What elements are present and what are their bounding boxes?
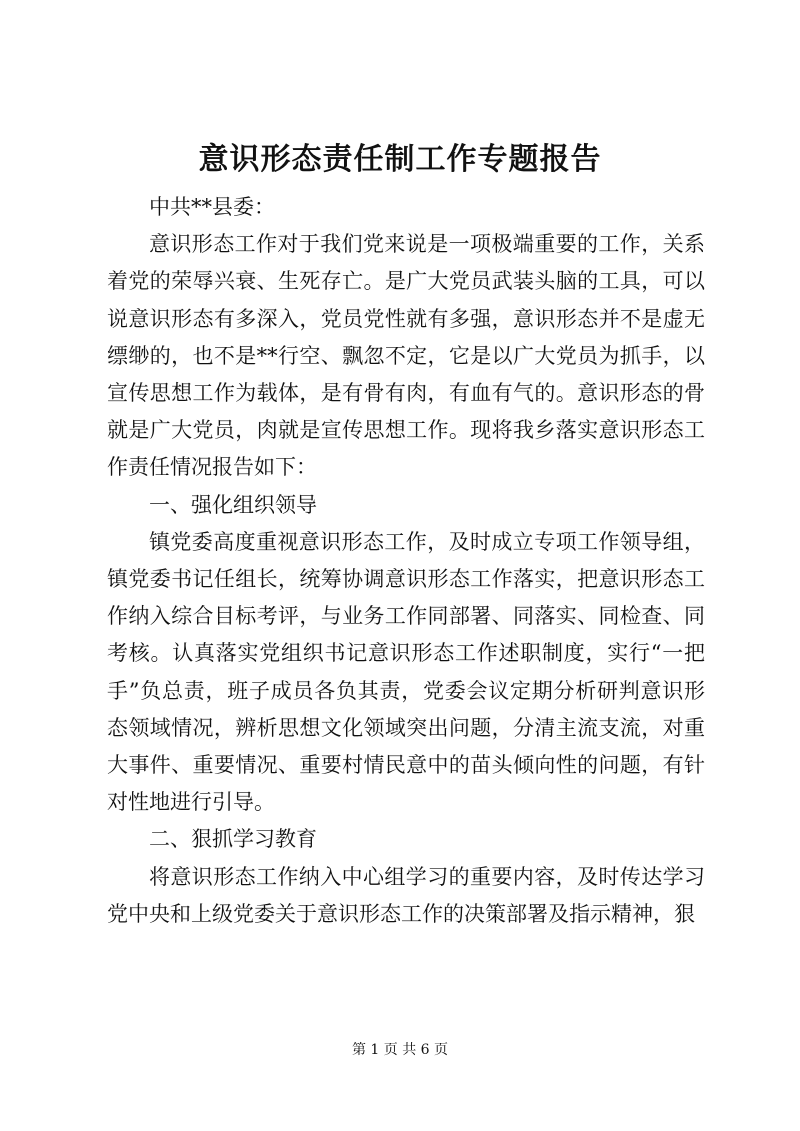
paragraph-section-2: 将意识形态工作纳入中心组学习的重要内容，及时传达学习党中央和上级党委关于意识形态工作的决策部署及指示精神，狠 <box>107 864 705 926</box>
page-footer: 第 1 页 共 6 页 <box>351 1042 449 1058</box>
document-body <box>107 189 705 933</box>
document-title: 意识形态责任制工作专题报告 <box>198 142 602 177</box>
section-heading-1: 一、强化组织领导 <box>149 492 317 517</box>
paragraph-intro: 意识形态工作对于我们党来说是一项极端重要的工作，关系着党的荣辱兴衰、生死存亡。是广大党员武装头脑的工具，可以说意识形态有多深入，党员党性就有多强，意识形态并不是虚无缥缈的，也不是**行空、飘忽不定，它是以广大党员为抓手，以宣传思想工作为载体，是有骨有肉，有血有气的。意识形态的骨就是广大党员，肉就是宣传思想工作。现将我乡落实意识形态工作责任情况报告如下： <box>107 232 705 480</box>
salutation: 中共**县委： <box>149 195 275 219</box>
paragraph-section-1: 镇党委高度重视意识形态工作，及时成立专项工作领导组，镇党委书记任组长，统筹协调意识形态工作落实，把意识形态工作纳入综合目标考评，与业务工作同部署、同落实、同检查、同考核。认真落实党组织书记意识形态工作述职制度，实行“一把手”负总责，班子成员各负其责，党委会议定期分析研判意识形态领域情况，辨析思想文化领域突出问题，分清主流支流，对重大事件、重要情况、重要村情民意中的苗头倾向性的问题，有针对性地进行引导。 <box>107 529 705 815</box>
section-heading-2: 二、狠抓学习教育 <box>149 827 317 852</box>
